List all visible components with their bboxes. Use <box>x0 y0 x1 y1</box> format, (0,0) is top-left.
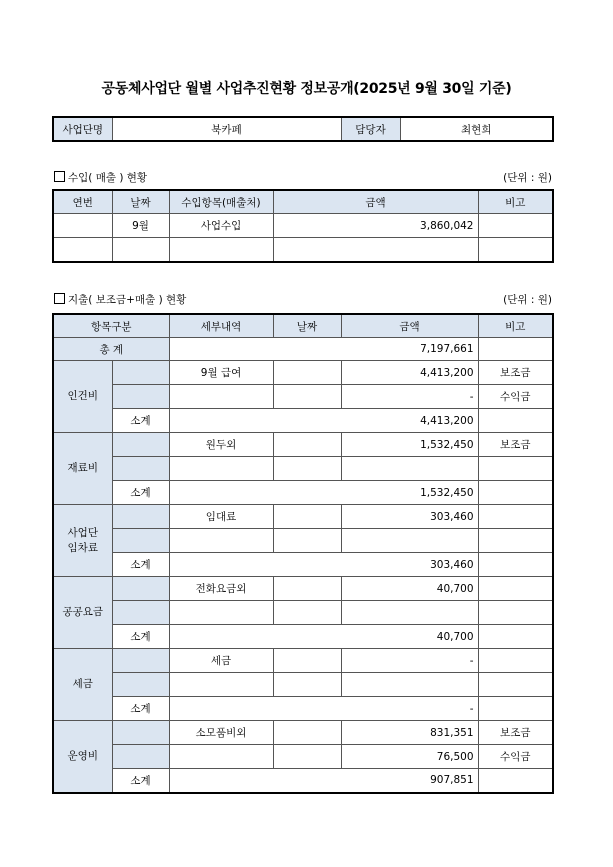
note-cell <box>478 457 553 481</box>
detail-cell: 세금 <box>169 649 273 673</box>
income-cell-item <box>169 238 273 262</box>
note-cell <box>478 601 553 625</box>
date-cell <box>273 529 341 553</box>
subtotal-value: 40,700 <box>169 625 478 649</box>
amount-cell: 831,351 <box>341 721 478 745</box>
table-row <box>53 385 553 409</box>
expense-header-row <box>53 314 553 338</box>
table-row <box>53 673 553 697</box>
date-cell <box>273 673 341 697</box>
org-label: 사업단명 <box>53 117 112 141</box>
group-blank-cell <box>112 433 169 457</box>
subtotal-label: 소계 <box>112 769 169 793</box>
date-cell <box>273 745 341 769</box>
subtotal-row <box>53 625 553 649</box>
detail-cell: 9월 급여 <box>169 361 273 385</box>
group-name: 운영비 <box>53 721 112 793</box>
income-cell-no <box>53 238 112 262</box>
subtotal-note <box>478 769 553 793</box>
total-row <box>53 338 553 361</box>
expense-section-heading <box>54 292 186 307</box>
info-table <box>52 116 554 142</box>
income-cell-amount: 3,860,042 <box>273 214 478 238</box>
group-name: 공공요금 <box>53 577 112 649</box>
table-row <box>53 214 553 238</box>
date-cell <box>273 577 341 601</box>
income-table <box>52 189 554 263</box>
amount-cell: - <box>341 649 478 673</box>
table-row <box>53 721 553 745</box>
date-cell <box>273 361 341 385</box>
page-title: 공동체사업단 월별 사업추진현황 정보공개(2025년 9월 30일 기준) <box>101 81 512 97</box>
income-unit: (단위 : 원) <box>503 172 552 184</box>
income-cell-date: 9월 <box>112 214 169 238</box>
income-cell-amount <box>273 238 478 262</box>
note-cell <box>478 673 553 697</box>
income-cell-date <box>112 238 169 262</box>
total-note <box>478 338 553 361</box>
group-name: 인건비 <box>53 361 112 433</box>
table-row <box>53 601 553 625</box>
group-blank-cell <box>112 529 169 553</box>
group-blank-cell <box>112 649 169 673</box>
group-blank-cell <box>112 601 169 625</box>
expense-table <box>52 313 554 794</box>
subtotal-value: 4,413,200 <box>169 409 478 433</box>
group-name: 사업단 임차료 <box>53 505 112 577</box>
amount-cell <box>341 457 478 481</box>
subtotal-row <box>53 409 553 433</box>
subtotal-label: 소계 <box>112 409 169 433</box>
subtotal-label: 소계 <box>112 553 169 577</box>
detail-cell: 전화요금외 <box>169 577 273 601</box>
subtotal-label: 소계 <box>112 625 169 649</box>
table-row <box>53 433 553 457</box>
total-value: 7,197,661 <box>169 338 478 361</box>
detail-cell <box>169 529 273 553</box>
checkbox-square-icon <box>54 171 65 182</box>
table-row <box>53 361 553 385</box>
note-cell: 보조금 <box>478 361 553 385</box>
date-cell <box>273 649 341 673</box>
note-cell: 수익금 <box>478 385 553 409</box>
income-header-row <box>53 190 553 214</box>
detail-cell: 임대료 <box>169 505 273 529</box>
income-header-no: 연번 <box>53 190 112 214</box>
subtotal-note <box>478 409 553 433</box>
note-cell: 보조금 <box>478 721 553 745</box>
expense-unit: (단위 : 원) <box>503 294 552 306</box>
checkbox-square-icon <box>54 293 65 304</box>
detail-cell <box>169 745 273 769</box>
subtotal-row <box>53 481 553 505</box>
group-blank-cell <box>112 745 169 769</box>
expense-header-amount: 금액 <box>341 314 478 338</box>
total-label: 총 계 <box>53 338 169 361</box>
date-cell <box>273 721 341 745</box>
subtotal-label: 소계 <box>112 697 169 721</box>
amount-cell: 4,413,200 <box>341 361 478 385</box>
note-cell <box>478 505 553 529</box>
detail-cell <box>169 601 273 625</box>
group-blank-cell <box>112 577 169 601</box>
subtotal-row <box>53 697 553 721</box>
subtotal-note <box>478 553 553 577</box>
amount-cell: 76,500 <box>341 745 478 769</box>
income-header-item: 수입항목(매출처) <box>169 190 273 214</box>
group-blank-cell <box>112 721 169 745</box>
detail-cell <box>169 673 273 697</box>
table-row <box>53 238 553 262</box>
note-cell: 보조금 <box>478 433 553 457</box>
subtotal-label: 소계 <box>112 481 169 505</box>
group-blank-cell <box>112 673 169 697</box>
table-row <box>53 745 553 769</box>
note-cell: 수익금 <box>478 745 553 769</box>
subtotal-note <box>478 481 553 505</box>
amount-cell: 1,532,450 <box>341 433 478 457</box>
subtotal-row <box>53 769 553 793</box>
note-cell <box>478 577 553 601</box>
group-blank-cell <box>112 385 169 409</box>
expense-header-note: 비고 <box>478 314 553 338</box>
subtotal-note <box>478 697 553 721</box>
expense-header-date: 날짜 <box>273 314 341 338</box>
manager-value: 최현희 <box>400 117 553 141</box>
expense-header-detail: 세부내역 <box>169 314 273 338</box>
income-section-title: 수입( 매출 ) 현황 <box>68 172 148 184</box>
date-cell <box>273 385 341 409</box>
subtotal-value: 907,851 <box>169 769 478 793</box>
income-section-heading <box>54 170 147 185</box>
income-header-date: 날짜 <box>112 190 169 214</box>
income-cell-item: 사업수입 <box>169 214 273 238</box>
income-header-note: 비고 <box>478 190 553 214</box>
table-row <box>53 505 553 529</box>
income-cell-note <box>478 238 553 262</box>
subtotal-note <box>478 625 553 649</box>
expense-header-category: 항목구분 <box>53 314 169 338</box>
amount-cell: 40,700 <box>341 577 478 601</box>
date-cell <box>273 601 341 625</box>
amount-cell <box>341 529 478 553</box>
manager-label: 담당자 <box>341 117 400 141</box>
detail-cell <box>169 457 273 481</box>
table-row <box>53 529 553 553</box>
detail-cell: 원두외 <box>169 433 273 457</box>
expense-section-title: 지출( 보조금+매출 ) 현황 <box>68 294 187 306</box>
subtotal-row <box>53 553 553 577</box>
group-blank-cell <box>112 505 169 529</box>
date-cell <box>273 505 341 529</box>
amount-cell <box>341 601 478 625</box>
group-name: 세금 <box>53 649 112 721</box>
amount-cell: - <box>341 385 478 409</box>
income-cell-no <box>53 214 112 238</box>
note-cell <box>478 649 553 673</box>
table-row <box>53 577 553 601</box>
org-value: 북카페 <box>112 117 341 141</box>
detail-cell: 소모품비외 <box>169 721 273 745</box>
note-cell <box>478 529 553 553</box>
subtotal-value: 1,532,450 <box>169 481 478 505</box>
table-row <box>53 457 553 481</box>
amount-cell <box>341 673 478 697</box>
table-row <box>53 649 553 673</box>
group-name: 재료비 <box>53 433 112 505</box>
date-cell <box>273 457 341 481</box>
date-cell <box>273 433 341 457</box>
income-header-amount: 금액 <box>273 190 478 214</box>
group-blank-cell <box>112 361 169 385</box>
group-blank-cell <box>112 457 169 481</box>
subtotal-value: - <box>169 697 478 721</box>
detail-cell <box>169 385 273 409</box>
subtotal-value: 303,460 <box>169 553 478 577</box>
amount-cell: 303,460 <box>341 505 478 529</box>
income-cell-note <box>478 214 553 238</box>
